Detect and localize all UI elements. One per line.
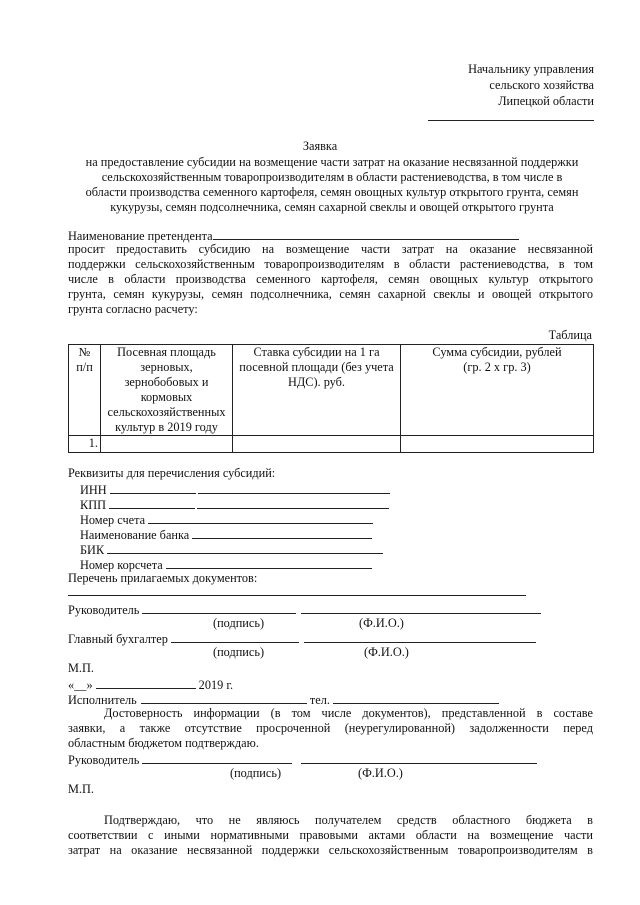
table-row <box>69 436 594 453</box>
confirm2-line-1: Подтверждаю, что не являюсь получателем средств областного бюджета в <box>104 813 593 827</box>
phone-field[interactable] <box>333 691 499 704</box>
date-year: 2019 г. <box>198 678 234 692</box>
kpp-label: КПП <box>80 498 106 512</box>
header-rate: Ставка субсидии на 1 га посевной площади (без учета НДС). руб. <box>233 345 401 436</box>
applicant-text-2: поддержки сельскохозяйственным товаропроизводителям в области растениеводства, в том <box>68 257 593 271</box>
head-name-field[interactable] <box>301 601 541 614</box>
stamp-place-2: М.П. <box>68 782 94 796</box>
head-signature-caption: (подпись) <box>213 616 265 630</box>
head-name-caption-2: (Ф.И.О.) <box>358 766 403 780</box>
documents-label: Перечень прилагаемых документов: <box>68 571 258 585</box>
head-signature-row <box>68 601 541 618</box>
documents-field[interactable] <box>68 583 526 600</box>
row-sum-cell[interactable] <box>401 436 594 453</box>
requisites-heading: Реквизиты для перечисления субсидий: <box>68 466 276 480</box>
table-header-row <box>69 345 594 436</box>
subsidy-table <box>68 344 594 453</box>
bik-field[interactable] <box>107 541 383 554</box>
row-rate-cell[interactable] <box>233 436 401 453</box>
bank-field[interactable] <box>192 526 372 539</box>
title-line-1: на предоставление субсидии на возмещение части затрат на оказание несвязанной поддержки <box>85 155 579 169</box>
phone-label: тел. <box>309 693 330 707</box>
recipient-line-3: Липецкой области <box>498 94 594 108</box>
recipient-underline[interactable] <box>428 108 594 125</box>
title-line-4: кукурузы, семян подсолнечника, семян сахарной свеклы и овощей открытого грунта <box>110 200 554 214</box>
document-title: Заявка <box>302 139 338 153</box>
applicant-name-field[interactable] <box>213 227 519 240</box>
executor-label: Исполнитель <box>68 693 137 707</box>
head-signature-field-2[interactable] <box>142 751 292 764</box>
accountant-signature-row <box>68 630 536 647</box>
head-signature-field[interactable] <box>142 601 296 614</box>
inn-label: ИНН <box>80 483 107 497</box>
applicant-text-1: просит предоставить субсидию на возмещение части затрат на оказание несвязанной <box>68 242 593 256</box>
recipient-line-2: сельского хозяйства <box>489 78 594 92</box>
inn-field-2[interactable] <box>198 481 390 494</box>
applicant-name-label: Наименование претендента <box>68 229 213 243</box>
date-month-field[interactable] <box>96 676 196 689</box>
confirm1-line-1: Достоверность информации (в том числе документов), представленной в составе <box>104 706 593 720</box>
confirm1-line-2: заявки, а также отсутствие просроченной (неурегулированной) задолженности перед <box>68 721 593 735</box>
title-line-3: области производства семенного картофеля, семян овощных культур открытого грунта, семян <box>85 185 579 199</box>
accountant-label: Главный бухгалтер <box>68 632 168 646</box>
head-name-field-2[interactable] <box>301 751 537 764</box>
executor-field[interactable] <box>141 691 307 704</box>
head-signature-caption-2: (подпись) <box>230 766 282 780</box>
header-number: № п/п <box>69 345 101 436</box>
table-caption: Таблица <box>548 328 592 342</box>
accountant-name-field[interactable] <box>304 630 536 643</box>
confirm2-line-2: соответствии с иными нормативными правовыми актами области на возмещение части <box>68 828 593 842</box>
header-area: Посевная площадь зерновых, зернобобовых и кормовых сельскохозяйственных культур в 2019 году <box>101 345 233 436</box>
confirm1-line-3: областным бюджетом подтверждаю. <box>68 736 259 750</box>
head-name-caption: (Ф.И.О.) <box>359 616 404 630</box>
head-label-2: Руководитель <box>68 753 140 767</box>
applicant-text-4: грунта, семян кукурузы, семян подсолнечника, семян сахарной свеклы и овощей открытого <box>68 287 593 301</box>
kpp-field[interactable] <box>109 496 195 509</box>
title-line-2: сельскохозяйственным товаропроизводителям в области растениеводства, в том числе в <box>101 170 563 184</box>
recipient-line-1: Начальнику управления <box>468 62 594 76</box>
head-signature-row-2 <box>68 751 537 768</box>
inn-field[interactable] <box>110 481 196 494</box>
kpp-field-2[interactable] <box>197 496 389 509</box>
bank-label: Наименование банка <box>80 528 190 542</box>
stamp-place-1: М.П. <box>68 661 94 675</box>
applicant-text-5: грунта согласно расчету: <box>68 302 198 316</box>
head-label: Руководитель <box>68 603 140 617</box>
row-number: 1. <box>69 436 101 453</box>
accountant-signature-caption: (подпись) <box>213 645 265 659</box>
date-day: «__» <box>68 678 93 692</box>
corr-field[interactable] <box>166 556 372 569</box>
accountant-signature-field[interactable] <box>171 630 299 643</box>
applicant-text-3: числе в области производства семенного картофеля, семян овощных культур открытого <box>68 272 593 286</box>
row-area-cell[interactable] <box>101 436 233 453</box>
confirm2-line-3: затрат на оказание несвязанной поддержки сельскохозяйственным товаропроизводителям в <box>68 843 593 857</box>
account-label: Номер счета <box>80 513 146 527</box>
account-field[interactable] <box>148 511 373 524</box>
bik-label: БИК <box>80 543 105 557</box>
corr-label: Номер корсчета <box>80 558 163 572</box>
header-sum: Сумма субсидии, рублей (гр. 2 х гр. 3) <box>401 345 594 436</box>
accountant-name-caption: (Ф.И.О.) <box>364 645 409 659</box>
